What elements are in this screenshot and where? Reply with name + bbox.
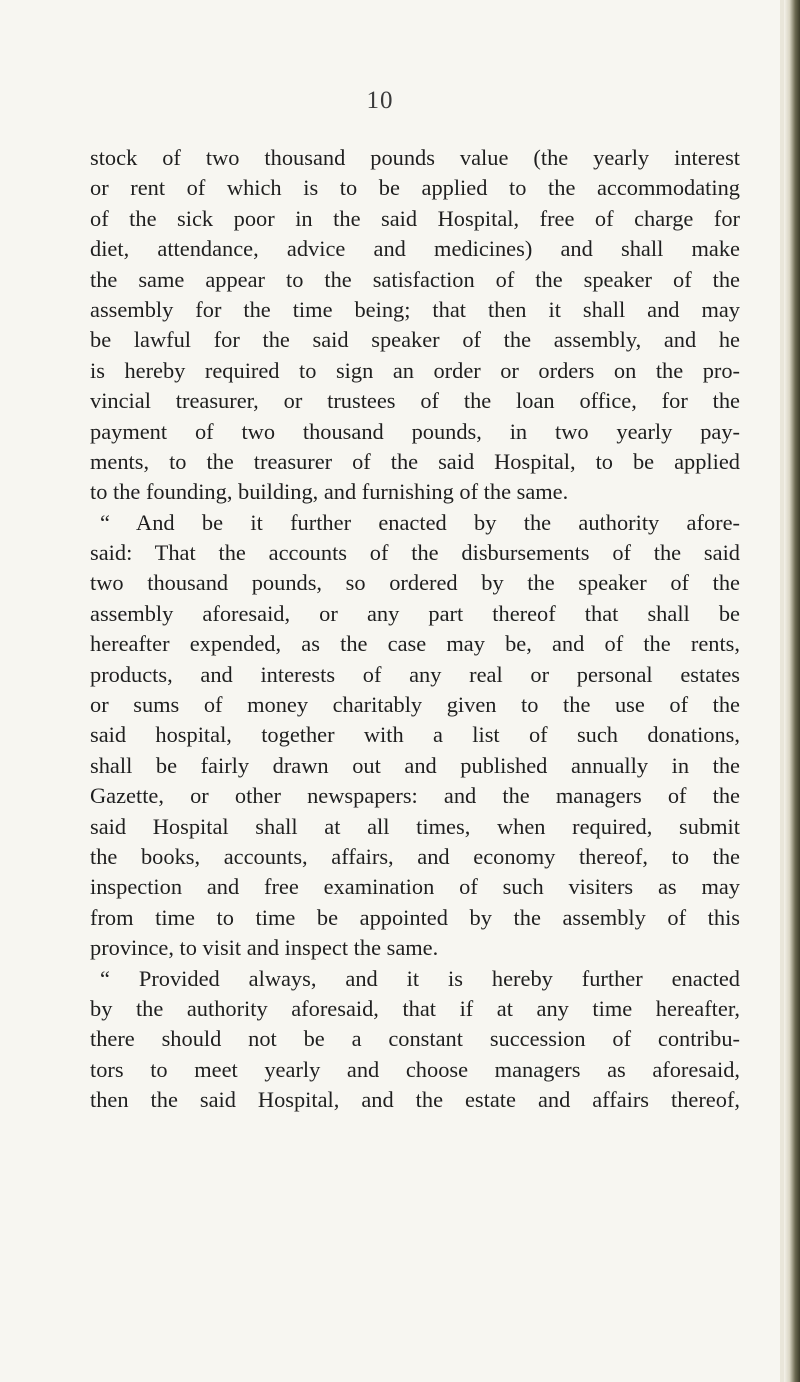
- text-line: there should not be a constant succession of contribu-: [90, 1026, 740, 1052]
- text-line: two thousand pounds, so ordered by the speaker of the: [90, 570, 740, 596]
- text-line: said Hospital shall at all times, when required, submit: [90, 813, 740, 839]
- text-line: or rent of which is to be applied to the accommodating: [90, 175, 740, 201]
- text-line: “ Provided always, and it is hereby further enacted: [100, 965, 740, 991]
- body-text: [90, 143, 740, 1116]
- text-line: or sums of money charitably given to the use of the: [90, 692, 740, 718]
- text-line: assembly aforesaid, or any part thereof that shall be: [90, 600, 740, 626]
- text-line: said hospital, together with a list of such donations,: [90, 722, 740, 748]
- text-line: products, and interests of any real or personal estates: [90, 661, 740, 687]
- text-line: tors to meet yearly and choose managers as aforesaid,: [90, 1056, 740, 1082]
- text-line: said: That the accounts of the disbursements of the said: [90, 540, 740, 566]
- text-line: by the authority aforesaid, that if at any time hereafter,: [90, 995, 740, 1021]
- text-line: diet, attendance, advice and medicines) and shall make: [90, 236, 740, 262]
- text-line: the books, accounts, affairs, and economy thereof, to the: [90, 843, 740, 869]
- text-line: province, to visit and inspect the same.: [90, 935, 439, 961]
- text-line: be lawful for the said speaker of the assembly, and he: [90, 327, 740, 353]
- page-number: 10: [366, 87, 394, 114]
- text-line: stock of two thousand pounds value (the yearly interest: [90, 145, 740, 170]
- text-line: assembly for the time being; that then it shall and may: [90, 296, 740, 322]
- text-line: from time to time be appointed by the assembly of this: [90, 904, 740, 930]
- text-line: to the founding, building, and furnishing of the same.: [90, 479, 569, 505]
- text-line: is hereby required to sign an order or orders on the pro-: [90, 357, 740, 383]
- text-line: of the sick poor in the said Hospital, free of charge for: [90, 205, 740, 231]
- text-line: payment of two thousand pounds, in two yearly pay-: [90, 418, 740, 444]
- text-line: the same appear to the satisfaction of the speaker of the: [90, 266, 740, 292]
- text-line: inspection and free examination of such visiters as may: [90, 874, 740, 900]
- text-line: shall be fairly drawn out and published annually in the: [90, 752, 740, 778]
- text-line: ments, to the treasurer of the said Hospital, to be applied: [90, 448, 740, 474]
- text-line: vincial treasurer, or trustees of the loan office, for the: [90, 388, 740, 414]
- page-binding-edge: [784, 0, 800, 1382]
- text-line: “ And be it further enacted by the authority afore-: [100, 509, 740, 535]
- text-line: then the said Hospital, and the estate and affairs thereof,: [90, 1087, 740, 1113]
- text-line: hereafter expended, as the case may be, and of the rents,: [90, 631, 740, 657]
- text-line: Gazette, or other newspapers: and the managers of the: [90, 783, 740, 809]
